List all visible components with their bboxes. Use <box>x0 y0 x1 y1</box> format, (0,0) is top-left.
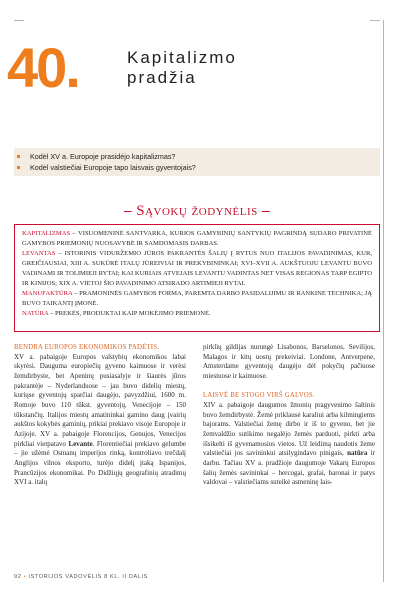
body-column-left <box>14 343 186 488</box>
section-heading: BENDRA EUROPOS EKONOMIKOS PADĖTIS. <box>14 344 160 351</box>
glossary-entry <box>22 309 372 319</box>
key-question: Kodėl XV a. Europoje prasidėjo kapitalizmas? <box>30 151 380 162</box>
body-text: XV a. pabaigoje Europos valstybių ekonomikos labai skyrėsi. Dauguma europiečių gyveno kaimuose ir verėsi žemdirbyste, bet Apeninų pusiasalyje ir šiaurės jūros pakrantėje – Nyderlanduose – jau buvo didelių miestų, kurių <box>14 352 186 400</box>
lesson-title <box>127 48 237 88</box>
body-paragraph <box>203 401 375 488</box>
footer-separator: • <box>23 574 27 580</box>
lesson-title-line-2: pradžia <box>127 68 197 87</box>
glossary-title-dash: – <box>262 203 271 219</box>
glossary-term: MANUFAKTŪRA <box>22 290 73 297</box>
page-number: 92 <box>14 574 22 580</box>
glossary-term: KAPITALIZMAS <box>22 230 71 237</box>
glossary-definition: – PREKĖS, PRODUKTAI KAIP MOKĖJIMO PRIEMONĖ. <box>48 310 211 317</box>
glossary-title <box>14 202 380 220</box>
crop-mark <box>14 20 24 21</box>
glossary-title-text: Sąvokų žodynėlis <box>136 203 258 219</box>
body-paragraph: pirklių gildijas nurungė Lisabonos, Barselonos, Sevilijos, Malagos ir kitų uostų prekeiviai. Londone, Antverpene, Amsterdame gyventojų daugėjo dėl pokyčių pačiuose miestuose ir kaimuose. <box>203 343 375 380</box>
lesson-title-line-1: Kapitalizmo <box>127 48 237 67</box>
paragraph-gap <box>203 382 375 392</box>
key-question: Kodėl valstiečiai Europoje tapo laisvais gyventojais? <box>30 162 380 173</box>
glossary-definition: – ISTORINIS VIDURŽEMIO JŪROS PAKRANTĖS ŠALIŲ Į RYTUS NUO ITALIJOS PAVADINIMAS, KUR, GREIČIAUSIAI, XIII A. SUKŪRĖ ITALŲ JŪREIVIAI IR PREKYBININKAI; XVI–XVII A. AUKŠTUOJU LEVANTU BUVO VADINAMI IR TOLIMIEJI RYTAI; KAI KURIAIS ATVEJAIS LEVANTU VADINTAS NET VISAS REGIONAS TARP EGIPTO IR KINIJOS; XIX A. VIETOJ ŠIO PAVADINIMO ATSIRADO ARTIMIEJI RYTAI. <box>22 250 372 287</box>
glossary-term: LEVANTAS <box>22 250 56 257</box>
glossary-term-inline: Levante <box>68 439 93 448</box>
key-questions-box <box>14 148 380 176</box>
body-paragraph <box>14 353 186 488</box>
crop-mark <box>370 20 380 21</box>
body-text: se gyventojų sparčiai daugėjo, pavyzdžiui, 1600 m. Romoje buvo 110 tūkst. gyventojų, Venecijoje – 150 tūkstančių. Italijos miestų amatininkai gamino daug įvairių aukštos kokybės gaminių, prikiai prekiavo visoje Europoje ir Azijoje. XV a. pabaigoje Florencijos, Genujos, Venecijos pirkliai vietpatavo <box>14 391 186 448</box>
body-text: . Florentiečiai prekiavo gelumbe – jie užėmė Osmanų imperijos rinką, kontroliavo trečdalį Anglijos vilnos eksporto, turėjo didelį įtaką Ispanijos, Prancūzijos ekonomikai. Po Didžiųjų geografinių atradimų XVI a. italų <box>14 439 186 487</box>
glossary-definition: – PRAMONINĖS GAMYBOS FORMA, PAREMTA DARBO PASIDALIJIMU IR RANKINE TECHNIKA; JĄ BUVO TAIKANTĮ ĮMONĖ. <box>22 290 372 307</box>
glossary-title-dash: – <box>123 203 132 219</box>
section-heading: LAISVĖ BE STOGO VIRŠ GALVOS. <box>203 392 315 400</box>
glossary-entry <box>22 229 372 249</box>
page-edge-line <box>383 20 384 582</box>
glossary-entry <box>22 289 372 309</box>
glossary-box <box>14 224 380 332</box>
body-column-right <box>203 343 375 488</box>
lesson-number: 40. <box>7 36 79 99</box>
glossary-term: NATŪRA <box>22 310 49 317</box>
glossary-entry <box>22 249 372 289</box>
glossary-term-inline: natūra <box>347 449 368 458</box>
footer-book-title: ISTORIJOS VADOVĖLIS 8 KL. II DALIS <box>28 574 148 580</box>
body-text: ir darbu. Tačiau XV a. pradžioje daugumoje Vakarų Europos šalių žemės savininkai – hercogai, grafai, baronai ir patys valdovai – valstiečiams suteikė asmeninę lais- <box>203 449 376 487</box>
body-text: XIV a. pabaigoje daugumos žmonių pragyvenimo šaltinis buvo žemdirbystė. Žemė priklausė karaliui arba kilmingiems bajorams. Valstiečiai žemę dirbo ir iš to gyveno, bet jie žemvaldžio sutikimo negalėjo žemės parduoti, pirkti arba išsikelti iš gyvenamosios vietos. Už leidimą naudotis žeme valstiečiai jos savininkui atsilygindavo pinigais, <box>203 400 375 458</box>
glossary-definition: – VISUOMENINĖ SANTVARKA, KURIOS GAMYBINIŲ SANTYKIŲ PAGRINDĄ SUDARO PRIVATINĖ GAMYBOS PRIEMONIŲ NUOSAVYBĖ IR SAMDOMASIS DARBAS. <box>22 230 372 247</box>
page-footer <box>14 573 148 581</box>
